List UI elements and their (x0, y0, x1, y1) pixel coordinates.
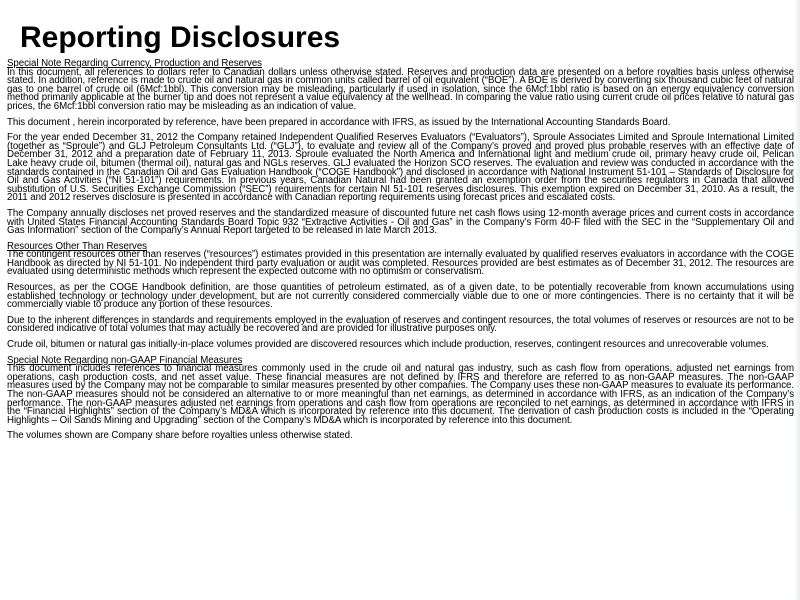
paragraph-initially-in-place: Crude oil, bitumen or natural gas initially-in-place volumes provided are discovered resources which include production, reserves, contingent resources and unrecoverable volumes. (7, 339, 769, 351)
paragraph-volumes-note: The volumes shown are Company share before royalties unless otherwise stated. (7, 430, 353, 442)
paragraph-sec-disclosure: The Company annually discloses net proved reserves and the standardized measure of discounted future net cash flows using 12-month average prices and current costs in accordance with United States Financial Accounting Standards Board Topic 932 “Extractive Activities - Oil and Gas” in the Company’s Form 40-F filed with the SEC in the “Supplementary Oil and Gas Information” section of the Company’s Annual Report targeted to be released in late March 2013. (7, 207, 794, 237)
non-gaap-section (7, 354, 794, 426)
paragraph-coge-definition: Resources, as per the COGE Handbook definition, are those quantities of petroleum estimated, as of a given date, to be potentially recoverable from known accumulations using established technology or technology under development, but are not currently considered commercially viable due to one or more contingencies. There is no certainty that it will be commercially viable to produce any portion of these resources. (7, 282, 794, 311)
resources-section (7, 240, 794, 278)
currency-section (7, 60, 794, 112)
side-strip (794, 0, 800, 600)
disclosure-body (7, 60, 794, 448)
paragraph-inherent-differences: Due to the inherent differences in standards and requirements employed in the evaluation of reserves and contingent resources, the total volumes of reserves or resources are not to be considered indicative of total volumes that may actually be recovered and are provided for illustrative purposes only. (7, 314, 794, 335)
paragraph-ifrs: This document , herein incorporated by reference, have been prepared in accordance with IFRS, as issued by the International Accounting Standards Board. (7, 116, 671, 128)
paragraph-contingent-resources: The contingent resources other than reserves (“resources”) estimates provided in this presentation are internally evaluated by qualified reserves evaluators in accordance with the COGE Handbook as directed by NI 51-101. No independent third party evaluation or audit was completed. Resources provided are best estimates as of December 31, 2012. The resources are evaluated using deterministic methods which represent the expected outcome with no optimism or conservatism. (7, 249, 794, 278)
section-heading-currency: Special Note Regarding Currency, Production and Reserves (7, 58, 262, 69)
paragraph-non-gaap: This document includes references to financial measures commonly used in the crude oil and natural gas industry, such as cash flow from operations, adjusted net earnings from operations, cash production costs, and net asset value. These financial measures are not defined by IFRS and therefore are referred to as non-GAAP measures. The non-GAAP measures used by the Company may not be comparable to similar measures presented by other companies. The Company uses these non-GAAP measures to evaluate its performance. The non-GAAP measures should not be considered an alternative to or more meaningful than net earnings, as determined in accordance with IFRS, as an indication of the Company’s performance. The non-GAAP measures adjusted net earnings from operations and cash flow from operations are reconciled to net earnings, as determined in accordance with IFRS in the “Financial Highlights” section of the Company’s MD&A which is incorporated by reference into this document. The derivation of cash production costs is included in the “Operating Highlights – Oil Sands Mining and Upgrading” section of the Company’s MD&A which is incorporated by reference into this document. (7, 363, 794, 426)
paragraph-currency-boe: In this document, all references to dollars refer to Canadian dollars unless otherwise stated. Reserves and production data are presented on a before royalties basis unless otherwise stated. In addition, reference is made to crude oil and natural gas in common units called barrel of oil equivalent (“BOE”). A BOE is derived by converting six thousand cubic feet of natural gas to one barrel of crude oil (6Mcf:1bbl). This conversion may be misleading, particularly if used in isolation, since the 6Mcf:1bbl ratio is based on an energy equivalency conversion method primarily applicable at the burner tip and does not represent a value equivalency at the wellhead. In comparing the value ratio using current crude oil prices relative to natural gas prices, the 6Mcf:1bbl conversion ratio may be misleading as an indication of value. (7, 66, 794, 112)
paragraph-evaluators: For the year ended December 31, 2012 the Company retained Independent Qualified Reserves Evaluators (“Evaluators”), Sproule Associates Limited and Sproule International Limited (together as “Sproule”) and GLJ Petroleum Consultants Ltd. (“GLJ”), to evaluate and review all of the Company’s proved and proved plus probable reserves with an effective date of December 31, 2012 and a preparation date of February 11, 2013. Sproule evaluated the North America and International light and medium crude oil, primary heavy crude oil, Pelican Lake heavy crude oil, bitumen (thermal oil), natural gas and NGLs reserves. GLJ evaluated the Horizon SCO reserves. The evaluation and review was conducted in accordance with the standards contained in the Canadian Oil and Gas Evaluation Handbook (“COGE Handbook”) and disclosed in accordance with National Instrument 51-101 – Standards of Disclosure for Oil and Gas Activities (“NI 51-101”) requirements. In previous years, Canadian Natural had been granted an exemption order from the securities regulators in Canada that allowed substitution of U.S. Securities Exchange Commission (“SEC”) requirements for certain NI 51-101 reserves disclosures. This exemption expired on December 31, 2010. As a result, the 2011 and 2012 reserves disclosure is presented in accordance with Canadian reporting requirements using forecast prices and escalated costs. (7, 132, 794, 204)
section-heading-non-gaap: Special Note Regarding non-GAAP Financial Measures (7, 354, 243, 366)
section-heading-resources: Resources Other Than Reserves (7, 240, 147, 252)
page-title: Reporting Disclosures (20, 21, 341, 54)
